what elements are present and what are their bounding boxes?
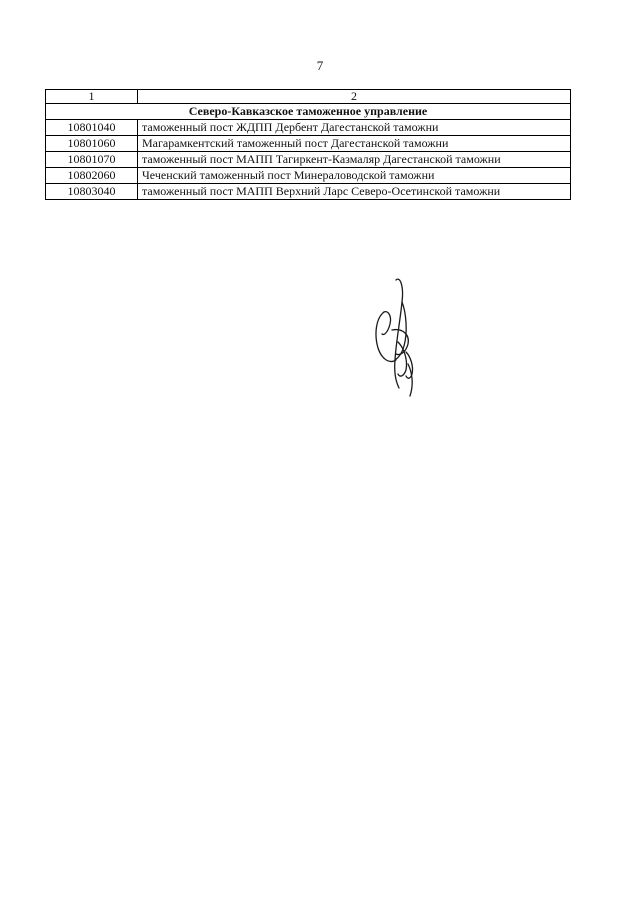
post-name: таможенный пост МАПП Тагиркент-Казмаляр Дагестанской таможни [138,152,571,168]
table-row [46,120,571,136]
post-name: Чеченский таможенный пост Минераловодской таможни [138,168,571,184]
post-name: таможенный пост ЖДПП Дербент Дагестанской таможни [138,120,571,136]
table-row [46,152,571,168]
page-number: 7 [316,58,324,73]
table-header-row [46,90,571,104]
post-code: 10801060 [46,136,138,152]
customs-posts-table [45,89,571,200]
column-header-1: 1 [46,90,138,104]
column-header-2: 2 [138,90,571,104]
section-row [46,104,571,120]
section-title: Северо-Кавказское таможенное управление [46,104,571,120]
post-code: 10801040 [46,120,138,136]
post-code: 10801070 [46,152,138,168]
post-code: 10803040 [46,184,138,200]
handwritten-signature [362,272,422,402]
post-name: таможенный пост МАПП Верхний Ларс Северо-Осетинской таможни [138,184,571,200]
table-row [46,136,571,152]
post-code: 10802060 [46,168,138,184]
post-name: Магарамкентский таможенный пост Дагестанской таможни [138,136,571,152]
table-row [46,184,571,200]
table-row [46,168,571,184]
